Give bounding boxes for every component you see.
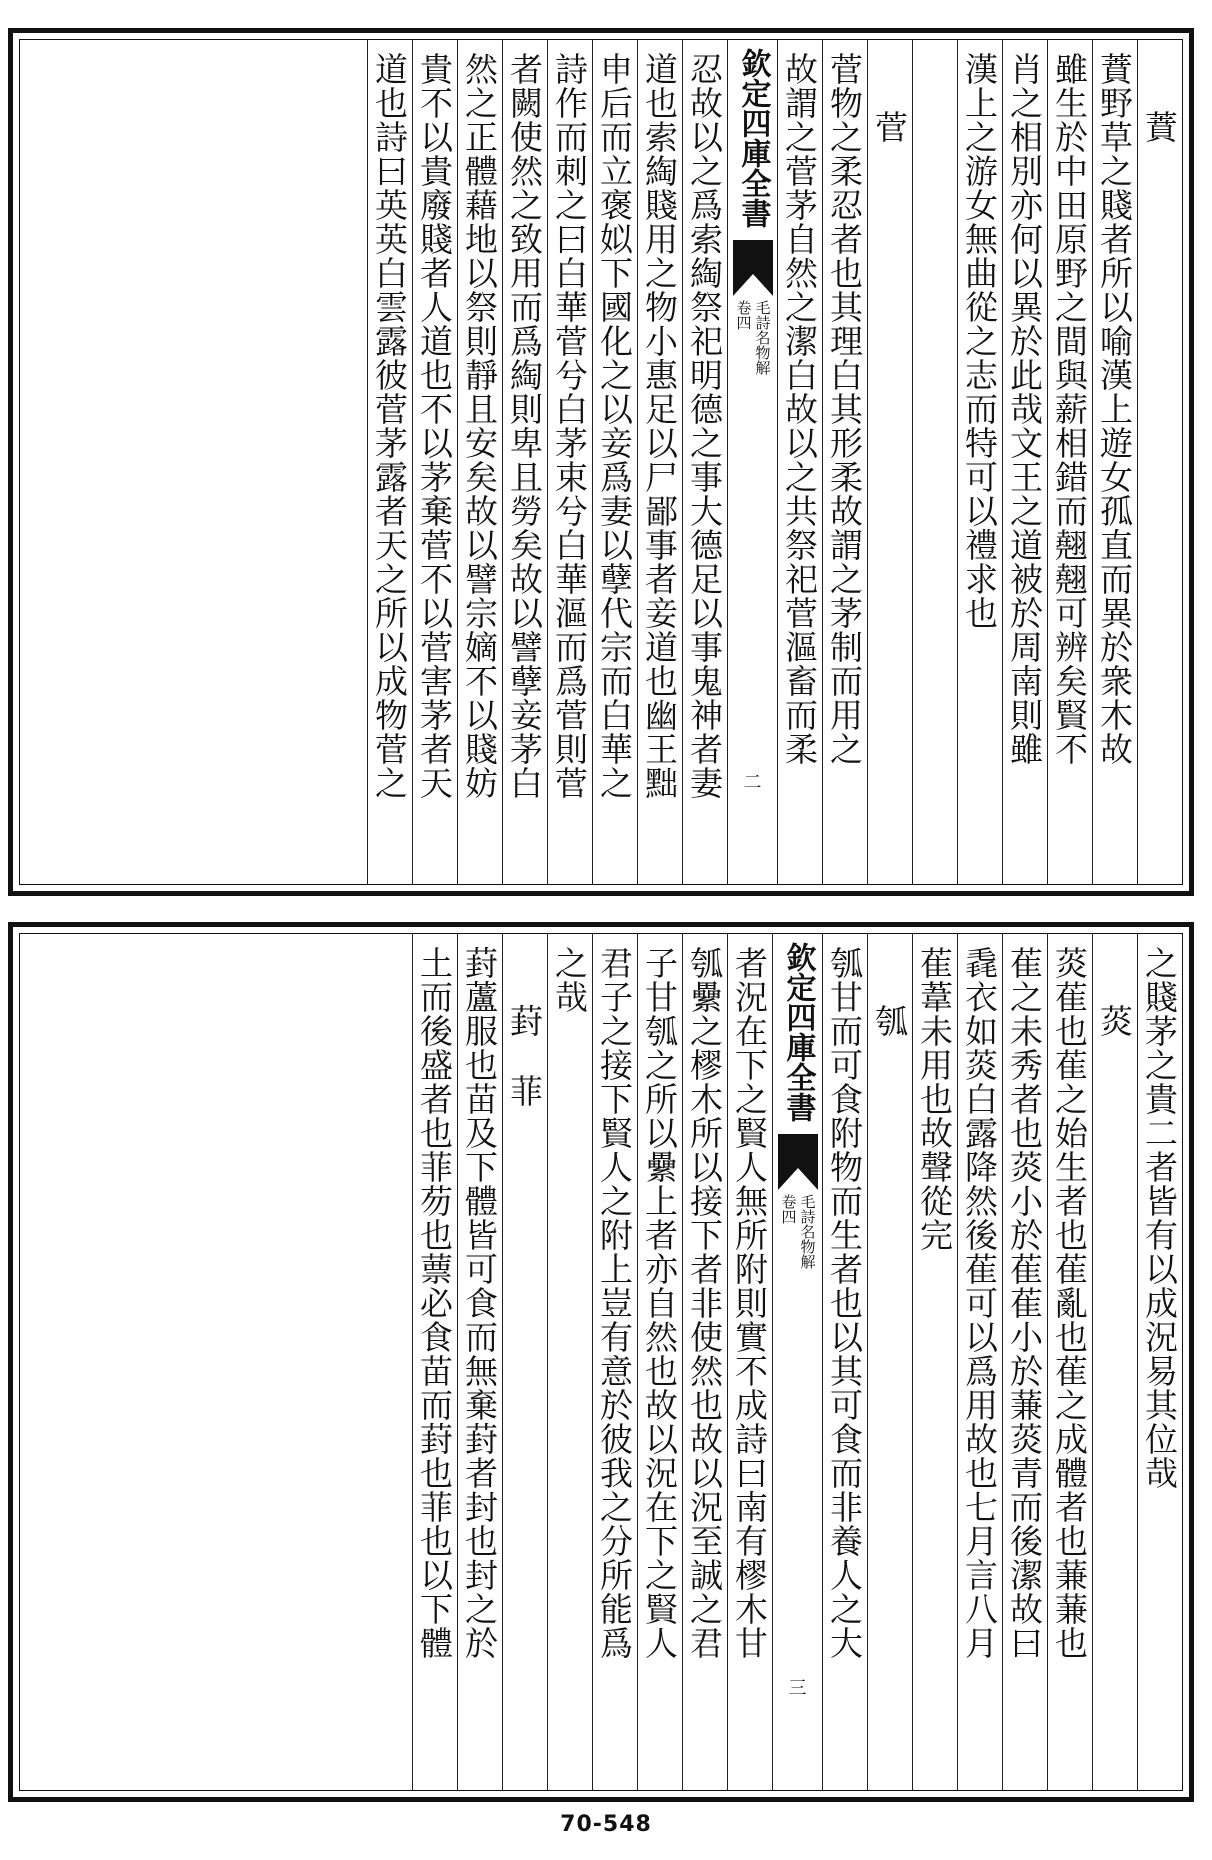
volume-label: 卷四 — [734, 300, 753, 330]
section-heading-char: 菲 — [505, 1074, 544, 1108]
text-column: 道也索綯賤用之物小惠足以尸鄙事者妾道也幽王黜 — [637, 40, 682, 884]
page-code: 70-548 — [560, 1812, 652, 1837]
text-column: 君子之接下賢人之附上豈有意於彼我之分所能爲 — [592, 934, 637, 1790]
text-column: 申后而立褒姒下國化之以妾爲妻以孽代宗而白華之 — [592, 40, 637, 884]
blank-column — [912, 40, 957, 884]
text-column: 毳衣如菼白露降然後萑可以爲用故也七月言八月 — [957, 934, 1002, 1790]
text-column: 萑葦未用也故聲從完 — [912, 934, 957, 1790]
text-column: 忍故以之爲索綯祭祀明德之事大德足以事鬼神者妻 — [682, 40, 727, 884]
bottom-page — [8, 922, 1194, 1802]
section-heading: 蕡 — [1137, 40, 1182, 884]
text-column: 菼萑也萑之始生者也萑亂也萑之成體者也蒹蒹也 — [1047, 934, 1092, 1790]
section-heading: 菼 — [1092, 934, 1137, 1790]
source-label — [735, 300, 771, 375]
source-label — [780, 1194, 816, 1269]
text-column: 瓠纍之樛木所以接下者非使然也故以況至誠之君 — [682, 934, 727, 1790]
text-column: 萑之未秀者也菼小於萑萑小於蒹菼青而後潔故曰 — [1002, 934, 1047, 1790]
book-title: 欽定四庫全書 — [780, 942, 816, 1122]
text-column: 漢上之游女無曲從之志而特可以禮求也 — [957, 40, 1002, 884]
top-page — [8, 28, 1194, 896]
text-column: 之哉 — [547, 934, 592, 1790]
text-column: 葑蘆服也苗及下體皆可食而無棄葑者封也封之於 — [457, 934, 502, 1790]
section-heading-char: 葑 — [505, 1004, 544, 1038]
book-title: 欽定四庫全書 — [735, 48, 771, 228]
source-title: 毛詩名物解 — [798, 1194, 817, 1269]
fish-tail-mark-icon — [776, 1132, 820, 1192]
source-title: 毛詩名物解 — [753, 300, 772, 375]
section-heading: 菅 — [867, 40, 912, 884]
text-column: 子甘瓠之所以纍上者亦自然也故以況在下之賢人 — [637, 934, 682, 1790]
volume-label: 卷四 — [779, 1194, 798, 1224]
text-column: 雖生於中田原野之間與薪相錯而翹翹可辨矣賢不 — [1047, 40, 1092, 884]
text-column: 蕡野草之賤者所以喻漢上遊女孤直而異於衆木故 — [1092, 40, 1137, 884]
fold-center-column — [772, 934, 822, 1790]
fold-center-column — [727, 40, 777, 884]
text-column: 者闕使然之致用而爲綯則卑且勞矣故以譬孽妾茅白 — [502, 40, 547, 884]
text-column: 道也詩曰英英白雲露彼菅茅露者天之所以成物菅之 — [367, 40, 412, 884]
text-column: 菅物之柔忍者也其理白其形柔故謂之茅制而用之 — [822, 40, 867, 884]
section-heading — [502, 934, 547, 1790]
page-number: 三 — [788, 1678, 807, 1699]
top-page-columns — [19, 39, 1183, 885]
fish-tail-mark-icon — [731, 238, 775, 298]
page-number: 二 — [743, 772, 762, 793]
text-column: 肖之相別亦何以異於此哉文王之道被於周南則雖 — [1002, 40, 1047, 884]
bottom-page-columns — [19, 933, 1183, 1791]
text-column: 故謂之菅茅自然之潔白故以之共祭祀菅漚畜而柔 — [777, 40, 822, 884]
text-column: 然之正體藉地以祭則靜且安矣故以譬宗嫡不以賤妨 — [457, 40, 502, 884]
text-column: 之賤茅之貴二者皆有以成況易其位哉 — [1137, 934, 1182, 1790]
section-heading: 瓠 — [867, 934, 912, 1790]
text-column: 瓠甘而可食附物而生者也以其可食而非養人之大 — [822, 934, 867, 1790]
text-column: 詩作而刺之曰白華菅兮白茅束兮白華漚而爲菅則菅 — [547, 40, 592, 884]
text-column: 土而後盛者也菲芴也蔈必食苗而葑也菲也以下體 — [412, 934, 457, 1790]
text-column: 者況在下之賢人無所附則實不成詩曰南有樛木甘 — [727, 934, 772, 1790]
text-column: 貴不以貴廢賤者人道也不以茅棄菅不以菅害茅者天 — [412, 40, 457, 884]
